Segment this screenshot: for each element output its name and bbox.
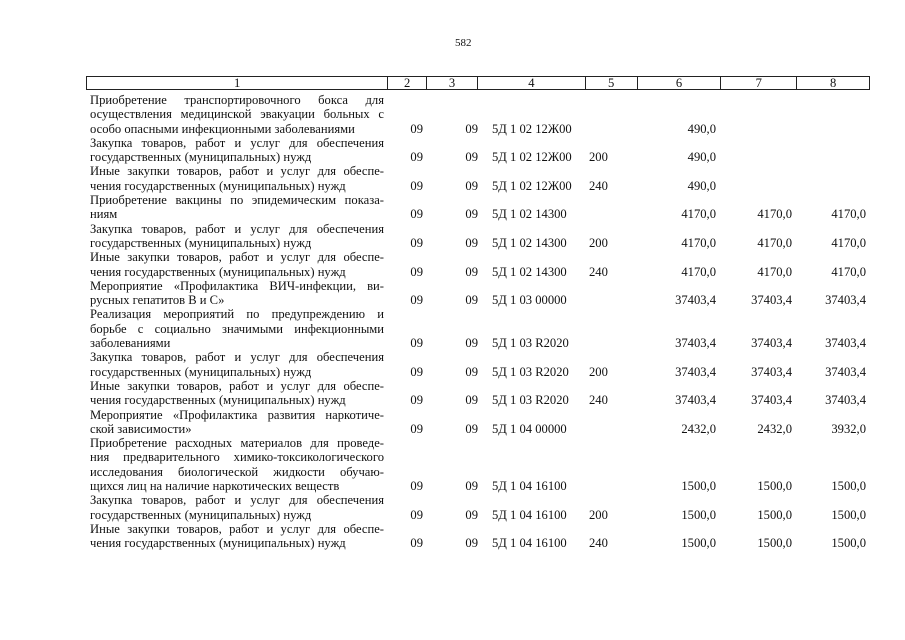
subsection-code: 09 [465,235,478,250]
target-article-code: 5Д 1 02 12Ж00 [492,150,572,165]
description-line: особо опасными инфекционными заболеваниями [90,121,355,136]
amount-year-2: 37403,4 [751,364,792,379]
amount-year-1: 37403,4 [675,364,716,379]
target-article-code: 5Д 1 04 00000 [492,421,567,436]
subsection-code: 09 [465,150,478,165]
description-line: чения государственных (муниципальных) нужд [90,264,346,279]
table-row [86,164,870,193]
table-row [86,222,870,251]
amount-year-3: 4170,0 [831,235,866,250]
subsection-code: 09 [465,507,478,522]
section-code: 09 [410,336,423,351]
row-description [86,136,386,165]
amount-year-3: 37403,4 [825,336,866,351]
expense-type-code: 240 [589,264,608,279]
table-row [86,493,870,522]
subsection-code: 09 [465,479,478,494]
section-code: 09 [410,393,423,408]
section-code: 09 [410,479,423,494]
target-article-code: 5Д 1 03 R2020 [492,364,569,379]
amount-year-3: 3932,0 [831,421,866,436]
subsection-code: 09 [465,336,478,351]
amount-year-2: 4170,0 [757,235,792,250]
amount-year-2: 1500,0 [757,479,792,494]
target-article-code: 5Д 1 03 R2020 [492,336,569,351]
amount-year-3: 37403,4 [825,293,866,308]
amount-year-3: 37403,4 [825,393,866,408]
table-row [86,193,870,222]
row-description [86,436,386,493]
header-col-3: 3 [427,77,478,89]
section-code: 09 [410,421,423,436]
amount-year-1: 37403,4 [675,293,716,308]
description-line: борьбе с социально значимыми инфекционными [90,321,384,336]
table-row [86,350,870,379]
amount-year-2: 4170,0 [757,207,792,222]
description-line: Иные закупки товаров, работ и услуг для обеспе- [90,521,384,536]
amount-year-2: 1500,0 [757,536,792,551]
table-body [86,93,870,551]
subsection-code: 09 [465,421,478,436]
subsection-code: 09 [465,264,478,279]
description-line: Приобретение транспортировочного бокса для [90,93,384,107]
description-line: осуществления медицинской эвакуации больных с [90,107,384,122]
target-article-code: 5Д 1 02 12Ж00 [492,121,572,136]
amount-year-1: 4170,0 [681,264,716,279]
amount-year-2: 1500,0 [757,507,792,522]
subsection-code: 09 [465,178,478,193]
header-col-2: 2 [388,77,427,89]
row-description [86,164,386,193]
description-line: Закупка товаров, работ и услуг для обеспечения [90,493,384,508]
row-description [86,522,386,551]
section-code: 09 [410,235,423,250]
header-col-5: 5 [586,77,638,89]
subsection-code: 09 [465,293,478,308]
expense-type-code: 200 [589,364,608,379]
target-article-code: 5Д 1 02 14300 [492,235,567,250]
subsection-code: 09 [465,536,478,551]
row-description [86,493,386,522]
table-header [86,76,870,90]
description-line: заболеваниями [90,336,171,351]
amount-year-3: 1500,0 [831,479,866,494]
section-code: 09 [410,507,423,522]
header-col-1: 1 [87,77,388,89]
row-description [86,193,386,222]
amount-year-3: 1500,0 [831,507,866,522]
subsection-code: 09 [465,364,478,379]
expense-type-code: 240 [589,178,608,193]
row-description [86,93,386,136]
description-line: ской зависимости» [90,421,192,436]
row-description [86,350,386,379]
header-col-7: 7 [721,77,797,89]
page-number: 582 [455,37,472,49]
amount-year-3: 4170,0 [831,264,866,279]
description-line: Закупка товаров, работ и услуг для обеспечения [90,221,384,236]
amount-year-3: 1500,0 [831,536,866,551]
amount-year-1: 37403,4 [675,393,716,408]
amount-year-1: 4170,0 [681,207,716,222]
amount-year-2: 37403,4 [751,293,792,308]
row-description [86,408,386,437]
section-code: 09 [410,264,423,279]
description-line: русных гепатитов В и С» [90,293,225,308]
table-row [86,408,870,437]
amount-year-1: 1500,0 [681,507,716,522]
description-line: Мероприятие «Профилактика развития наркотиче- [90,407,384,422]
subsection-code: 09 [465,207,478,222]
description-line: исследования биологической жидкости обучаю- [90,464,384,479]
description-line: Иные закупки товаров, работ и услуг для обеспе- [90,164,384,179]
row-description [86,250,386,279]
amount-year-1: 1500,0 [681,536,716,551]
table-row [86,250,870,279]
section-code: 09 [410,178,423,193]
amount-year-1: 37403,4 [675,336,716,351]
header-col-6: 6 [638,77,722,89]
description-line: чения государственных (муниципальных) нужд [90,393,346,408]
amount-year-2: 4170,0 [757,264,792,279]
table-row [86,522,870,551]
description-line: щихся лиц на наличие наркотических веществ [90,479,340,494]
description-line: чения государственных (муниципальных) нужд [90,178,346,193]
section-code: 09 [410,121,423,136]
section-code: 09 [410,207,423,222]
amount-year-1: 490,0 [687,121,716,136]
row-description [86,279,386,308]
description-line: чения государственных (муниципальных) нужд [90,536,346,551]
description-line: Приобретение вакцины по эпидемическим показа- [90,193,384,208]
description-line: Мероприятие «Профилактика ВИЧ-инфекции, ви- [90,278,384,293]
expense-type-code: 200 [589,235,608,250]
row-description [86,379,386,408]
target-article-code: 5Д 1 02 12Ж00 [492,178,572,193]
table-row [86,136,870,165]
amount-year-2: 37403,4 [751,336,792,351]
amount-year-1: 2432,0 [681,421,716,436]
row-description [86,307,386,350]
amount-year-3: 4170,0 [831,207,866,222]
expense-type-code: 240 [589,536,608,551]
amount-year-2: 2432,0 [757,421,792,436]
description-line: ния предварительного химико-токсикологического [90,450,384,465]
table-row [86,307,870,350]
row-description [86,222,386,251]
table-row [86,436,870,493]
section-code: 09 [410,293,423,308]
description-line: Иные закупки товаров, работ и услуг для обеспе- [90,378,384,393]
table-row [86,279,870,308]
target-article-code: 5Д 1 04 16100 [492,536,567,551]
description-line: государственных (муниципальных) нужд [90,507,312,522]
amount-year-1: 490,0 [687,178,716,193]
amount-year-1: 490,0 [687,150,716,165]
description-line: Закупка товаров, работ и услуг для обеспечения [90,350,384,365]
target-article-code: 5Д 1 02 14300 [492,264,567,279]
amount-year-2: 37403,4 [751,393,792,408]
description-line: государственных (муниципальных) нужд [90,150,312,165]
section-code: 09 [410,364,423,379]
table-row [86,93,870,136]
table-row [86,379,870,408]
expense-type-code: 240 [589,393,608,408]
amount-year-3: 37403,4 [825,364,866,379]
header-col-4: 4 [478,77,586,89]
section-code: 09 [410,536,423,551]
description-line: ниям [90,207,118,222]
expense-type-code: 200 [589,507,608,522]
header-col-8: 8 [829,76,837,90]
target-article-code: 5Д 1 04 16100 [492,479,567,494]
target-article-code: 5Д 1 04 16100 [492,507,567,522]
target-article-code: 5Д 1 03 R2020 [492,393,569,408]
subsection-code: 09 [465,393,478,408]
section-code: 09 [410,150,423,165]
description-line: государственных (муниципальных) нужд [90,235,312,250]
amount-year-1: 1500,0 [681,479,716,494]
description-line: Иные закупки товаров, работ и услуг для обеспе- [90,250,384,265]
amount-year-1: 4170,0 [681,235,716,250]
description-line: государственных (муниципальных) нужд [90,364,312,379]
target-article-code: 5Д 1 02 14300 [492,207,567,222]
description-line: Приобретение расходных материалов для проведе- [90,436,384,451]
description-line: Реализация мероприятий по предупреждению и [90,307,384,322]
target-article-code: 5Д 1 03 00000 [492,293,567,308]
expense-type-code: 200 [589,150,608,165]
subsection-code: 09 [465,121,478,136]
description-line: Закупка товаров, работ и услуг для обеспечения [90,135,384,150]
